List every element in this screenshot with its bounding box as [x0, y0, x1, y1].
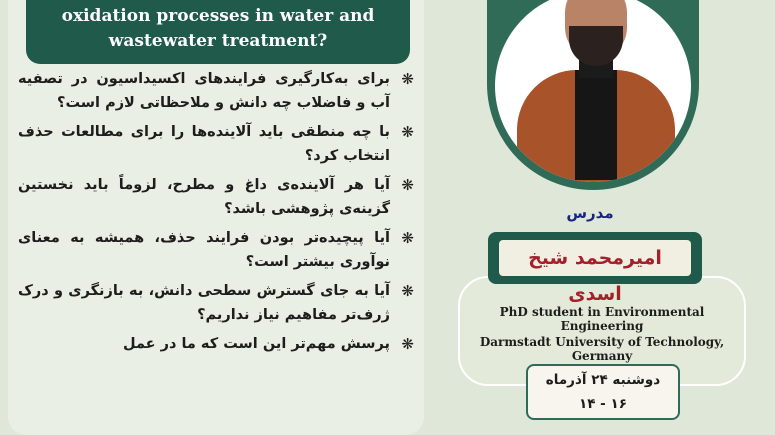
- flower-bullet-icon: ❋: [401, 282, 414, 300]
- question-item: [18, 227, 416, 274]
- affiliation-line-1: PhD student in Environmental Engineering: [499, 305, 705, 333]
- question-text: پرسش مهم‌تر این است که ما در عمل: [123, 336, 390, 352]
- flower-bullet-icon: ❋: [401, 70, 414, 88]
- question-item: [18, 121, 416, 168]
- title-line-1: oxidation processes in water and: [61, 6, 375, 26]
- question-item: [18, 333, 416, 357]
- date-time: ۱۶ - ۱۴: [579, 396, 627, 412]
- flower-bullet-icon: ❋: [401, 229, 414, 247]
- flower-bullet-icon: ❋: [401, 176, 414, 194]
- question-item: [18, 174, 416, 221]
- question-item: [18, 68, 416, 115]
- question-text: آیا هر آلاینده‌ی داغ و مطرح، لزوماً باید نخستین گزینه‌ی پژوهشی باشد؟: [18, 177, 390, 217]
- question-item: [18, 280, 416, 327]
- question-list: [18, 68, 416, 363]
- teacher-name: امیرمحمد شیخ اسدی: [499, 240, 691, 276]
- question-text: برای به‌کارگیری فرایندهای اکسیداسیون در تصفیه آب و فاضلاب چه دانش و ملاحظاتی لازم است؟: [18, 71, 390, 111]
- flower-bullet-icon: ❋: [401, 123, 414, 141]
- speaker-photo: [495, 0, 691, 182]
- affiliation-line-2: Darmstadt University of Technology, Germany: [479, 335, 725, 363]
- flower-bullet-icon: ❋: [401, 335, 414, 353]
- teacher-label: مدرس: [566, 204, 614, 222]
- title-line-2: wastewater treatment?: [108, 31, 328, 51]
- question-text: آیا به جای گسترش سطحی دانش، به بازنگری و درک ژرف‌تر مفاهیم نیاز نداریم؟: [18, 283, 390, 323]
- photo-shirt: [575, 70, 617, 180]
- question-text: با چه منطقی باید آلاینده‌ها را برای مطالعات حذف انتخاب کرد؟: [18, 124, 390, 164]
- photo-beard: [569, 26, 623, 66]
- date-day: دوشنبه ۲۴ آذرماه: [545, 372, 661, 388]
- question-text: آیا پیچیده‌تر بودن فرایند حذف، همیشه به معنای نوآوری بیشتر است؟: [18, 230, 390, 270]
- speaker-photo-frame: [487, 0, 699, 190]
- title-banner: [26, 0, 410, 64]
